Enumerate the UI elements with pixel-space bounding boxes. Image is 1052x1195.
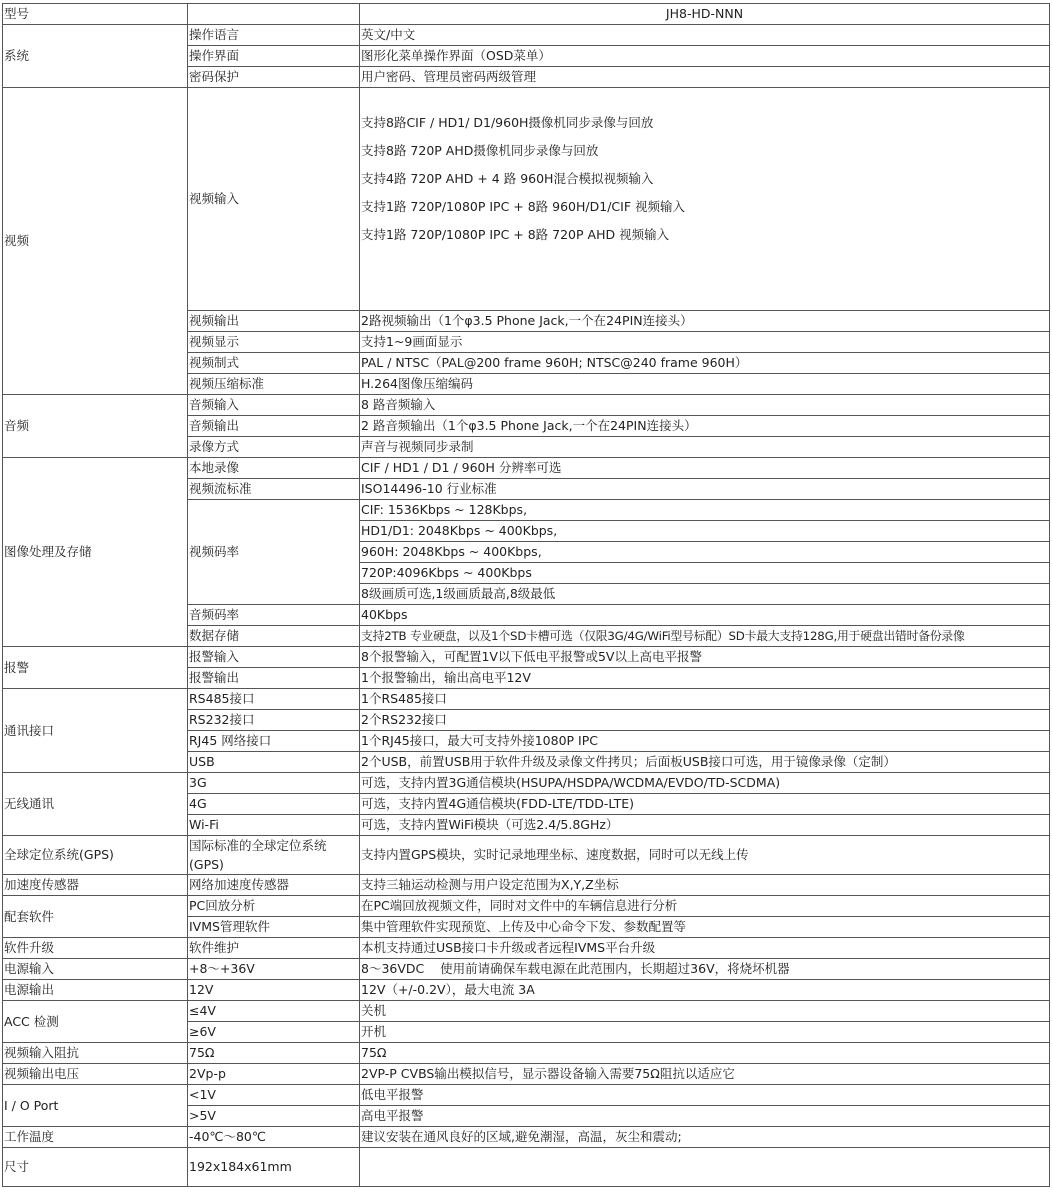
category-software: 配套软件 <box>3 896 188 938</box>
item-cell: 音频码率 <box>188 605 360 626</box>
item-cell: IVMS管理软件 <box>188 917 360 938</box>
model-label: 型号 <box>3 4 188 25</box>
category-vin-impedance: 视频输入阻抗 <box>3 1043 188 1064</box>
value-cell: 在PC端回放视频文件，同时对文件中的车辆信息进行分析 <box>360 896 1050 917</box>
value-cell: 支持2TB 专业硬盘，以及1个SD卡槽可选（仅限3G/4G/WiFi型号标配）SD卡最大支持128G,用于硬盘出错时备份录像 <box>360 626 1050 647</box>
item-cell: -40℃～80℃ <box>188 1127 360 1148</box>
table-row <box>3 647 1050 668</box>
value-cell: 声音与视频同步录制 <box>360 437 1050 458</box>
category-system: 系统 <box>3 25 188 88</box>
value-cell: 8～36VDC 使用前请确保车载电源在此范围内，长期超过36V，将烧坏机器 <box>360 959 1050 980</box>
value-cell: 1个RJ45接口，最大可支持外接1080P IPC <box>360 731 1050 752</box>
item-cell: 2Vp-p <box>188 1064 360 1085</box>
category-audio: 音频 <box>3 395 188 458</box>
category-video: 视频 <box>3 88 188 395</box>
category-wireless: 无线通讯 <box>3 773 188 836</box>
item-cell: USB <box>188 752 360 773</box>
value-cell <box>360 1148 1050 1187</box>
value-cell-video-input <box>360 88 1050 311</box>
item-cell: 75Ω <box>188 1043 360 1064</box>
value-cell: 可选，支持内置WiFi模块（可选2.4/5.8GHz） <box>360 815 1050 836</box>
value-cell: 720P:4096Kbps ~ 400Kbps <box>360 563 1050 584</box>
item-cell: ≤4V <box>188 1001 360 1022</box>
table-row <box>3 395 1050 416</box>
value-cell: 建议安装在通风良好的区域,避免潮湿，高温，灰尘和震动; <box>360 1127 1050 1148</box>
list-item: 支持1路 720P/1080P IPC + 8路 960H/D1/CIF 视频输入 <box>361 199 685 214</box>
table-row <box>3 1064 1050 1085</box>
value-cell: 图形化菜单操作界面（OSD菜单） <box>360 46 1050 67</box>
item-cell: +8～+36V <box>188 959 360 980</box>
category-gps: 全球定位系统(GPS) <box>3 836 188 875</box>
table-row-model <box>3 4 1050 25</box>
category-comm: 通讯接口 <box>3 689 188 773</box>
list-item: 支持8路CIF / HD1/ D1/960H摄像机同步录像与回放 <box>361 115 654 130</box>
category-vout-voltage: 视频输出电压 <box>3 1064 188 1085</box>
item-cell: RS485接口 <box>188 689 360 710</box>
value-cell: 用户密码、管理员密码两级管理 <box>360 67 1050 88</box>
value-cell: 2个USB，前置USB用于软件升级及录像文件拷贝；后面板USB接口可选，用于镜像录像（定制） <box>360 752 1050 773</box>
item-cell: RJ45 网络接口 <box>188 731 360 752</box>
list-item: 支持4路 720P AHD + 4 路 960H混合模拟视频输入 <box>361 171 654 186</box>
value-cell: 12V（+/-0.2V），最大电流 3A <box>360 980 1050 1001</box>
table-row <box>3 458 1050 479</box>
value-cell: 支持三轴运动检测与用户设定范围为X,Y,Z坐标 <box>360 875 1050 896</box>
value-cell: 高电平报警 <box>360 1106 1050 1127</box>
value-cell: 2路视频输出（1个φ3.5 Phone Jack,一个在24PIN连接头） <box>360 311 1050 332</box>
value-cell: 低电平报警 <box>360 1085 1050 1106</box>
item-cell: 网络加速度传感器 <box>188 875 360 896</box>
item-cell: 音频输入 <box>188 395 360 416</box>
table-row <box>3 980 1050 1001</box>
item-cell: RS232接口 <box>188 710 360 731</box>
model-value: JH8-HD-NNN <box>360 4 1050 25</box>
value-cell: 开机 <box>360 1022 1050 1043</box>
item-cell: <1V <box>188 1085 360 1106</box>
item-cell: 密码保护 <box>188 67 360 88</box>
value-cell: PAL / NTSC（PAL@200 frame 960H; NTSC@240 frame 960H） <box>360 353 1050 374</box>
item-cell: 软件维护 <box>188 938 360 959</box>
item-cell: 国际标准的全球定位系统(GPS) <box>188 836 360 875</box>
list-item: 支持8路 720P AHD摄像机同步录像与回放 <box>361 143 599 158</box>
list-item: 支持1路 720P/1080P IPC + 8路 720P AHD 视频输入 <box>361 227 670 242</box>
value-cell: 960H: 2048Kbps ~ 400Kbps, <box>360 542 1050 563</box>
video-input-list <box>361 88 1048 249</box>
spec-table <box>2 3 1050 1187</box>
category-accel: 加速度传感器 <box>3 875 188 896</box>
category-power-in: 电源输入 <box>3 959 188 980</box>
item-cell: 视频输入 <box>188 88 360 311</box>
value-cell: ISO14496-10 行业标准 <box>360 479 1050 500</box>
table-row <box>3 836 1050 875</box>
value-cell: 支持内置GPS模块，实时记录地理坐标、速度数据，同时可以无线上传 <box>360 836 1050 875</box>
value-cell: 40Kbps <box>360 605 1050 626</box>
table-row <box>3 875 1050 896</box>
item-cell: 音频输出 <box>188 416 360 437</box>
value-cell: CIF / HD1 / D1 / 960H 分辨率可选 <box>360 458 1050 479</box>
table-row <box>3 1148 1050 1187</box>
item-cell: 数据存储 <box>188 626 360 647</box>
category-upgrade: 软件升级 <box>3 938 188 959</box>
value-cell: 8个报警输入，可配置1V以下低电平报警或5V以上高电平报警 <box>360 647 1050 668</box>
item-cell: Wi-Fi <box>188 815 360 836</box>
table-row <box>3 1085 1050 1106</box>
model-empty <box>188 4 360 25</box>
category-acc: ACC 检测 <box>3 1001 188 1043</box>
table-row <box>3 689 1050 710</box>
item-cell: 本地录像 <box>188 458 360 479</box>
item-cell: 192x184x61mm <box>188 1148 360 1187</box>
table-row <box>3 1043 1050 1064</box>
item-cell: 视频码率 <box>188 500 360 605</box>
item-cell: >5V <box>188 1106 360 1127</box>
table-row <box>3 896 1050 917</box>
value-cell: 可选，支持内置3G通信模块(HSUPA/HSDPA/WCDMA/EVDO/TD-SCDMA) <box>360 773 1050 794</box>
item-cell: 视频输出 <box>188 311 360 332</box>
category-power-out: 电源输出 <box>3 980 188 1001</box>
item-cell: 视频显示 <box>188 332 360 353</box>
value-cell: 集中管理软件实现预览、上传及中心命令下发、参数配置等 <box>360 917 1050 938</box>
value-cell: 2个RS232接口 <box>360 710 1050 731</box>
table-row <box>3 1127 1050 1148</box>
item-cell: 4G <box>188 794 360 815</box>
value-cell: 关机 <box>360 1001 1050 1022</box>
item-cell: 操作界面 <box>188 46 360 67</box>
item-cell: 12V <box>188 980 360 1001</box>
item-cell: 视频压缩标准 <box>188 374 360 395</box>
value-cell: 支持1~9画面显示 <box>360 332 1050 353</box>
item-cell: 报警输出 <box>188 668 360 689</box>
table-row <box>3 1001 1050 1022</box>
value-cell: 可选，支持内置4G通信模块(FDD-LTE/TDD-LTE) <box>360 794 1050 815</box>
table-row <box>3 773 1050 794</box>
value-cell: 8 路音频输入 <box>360 395 1050 416</box>
value-cell: 英文/中文 <box>360 25 1050 46</box>
value-cell: 8级画质可选,1级画质最高,8级最低 <box>360 584 1050 605</box>
value-cell: HD1/D1: 2048Kbps ~ 400Kbps, <box>360 521 1050 542</box>
value-cell: 75Ω <box>360 1043 1050 1064</box>
value-cell: 1个报警输出，输出高电平12V <box>360 668 1050 689</box>
table-row <box>3 959 1050 980</box>
value-cell: CIF: 1536Kbps ~ 128Kbps, <box>360 500 1050 521</box>
value-cell: 2VP-P CVBS输出模拟信号，显示器设备输入需要75Ω阻抗以适应它 <box>360 1064 1050 1085</box>
category-io-port: I / O Port <box>3 1085 188 1127</box>
table-row <box>3 938 1050 959</box>
item-cell: 报警输入 <box>188 647 360 668</box>
item-cell: PC回放分析 <box>188 896 360 917</box>
value-cell: 2 路音频输出（1个φ3.5 Phone Jack,一个在24PIN连接头） <box>360 416 1050 437</box>
item-cell: 3G <box>188 773 360 794</box>
value-cell: 本机支持通过USB接口卡升级或者远程IVMS平台升级 <box>360 938 1050 959</box>
item-cell: 录像方式 <box>188 437 360 458</box>
item-cell: 视频制式 <box>188 353 360 374</box>
table-row <box>3 88 1050 311</box>
value-cell: H.264图像压缩编码 <box>360 374 1050 395</box>
category-alarm: 报警 <box>3 647 188 689</box>
item-cell: ≥6V <box>188 1022 360 1043</box>
table-row <box>3 25 1050 46</box>
value-cell: 1个RS485接口 <box>360 689 1050 710</box>
item-cell: 视频流标准 <box>188 479 360 500</box>
category-size: 尺寸 <box>3 1148 188 1187</box>
category-temperature: 工作温度 <box>3 1127 188 1148</box>
category-image: 图像处理及存储 <box>3 458 188 647</box>
item-cell: 操作语言 <box>188 25 360 46</box>
